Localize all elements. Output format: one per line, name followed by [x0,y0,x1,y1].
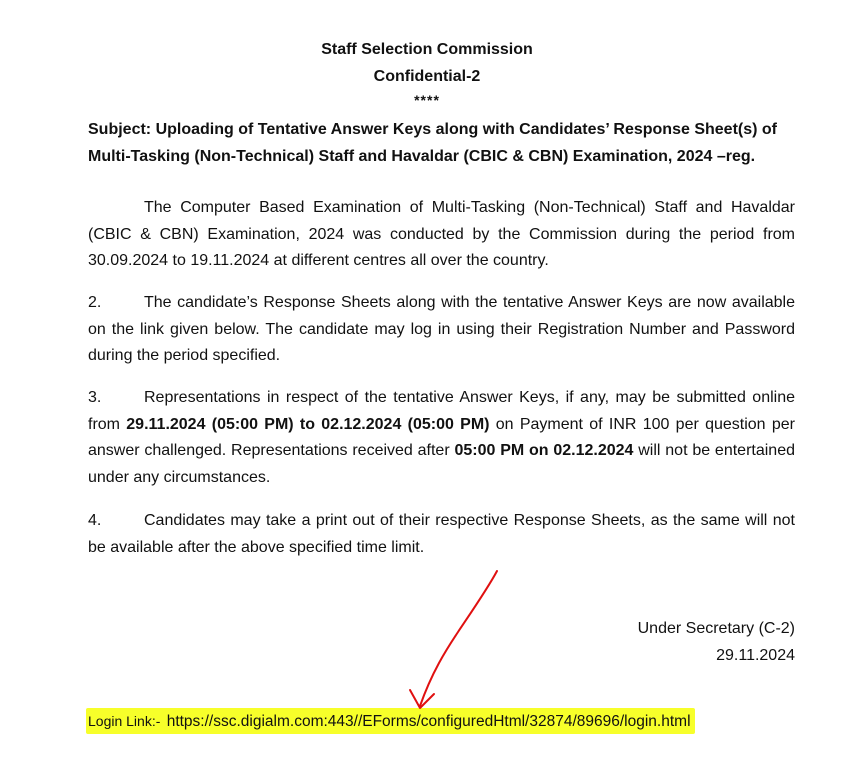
subject-line: Subject: Uploading of Tentative Answer Keys along with Candidates’ Response Sheet(s) of Multi-Tasking (Non-Technical) Staff and Havaldar (CBIC & CBN) Examination, 2024 –reg. [88,121,777,165]
signature-date: 29.11.2024 [716,647,795,664]
signatory-title: Under Secretary (C-2) [637,620,795,637]
representation-window-dates: 29.11.2024 (05:00 PM) to 02.12.2024 (05:00 PM) [126,415,490,433]
paragraph-2-number: 2. [88,294,102,311]
paragraph-1-text: The Computer Based Examination of Multi-Tasking (Non-Technical) Staff and Havaldar (CBIC & CBN) Examination, 2024 was conducted by the Commission during the period from 30.09.2024 to 19.11.2024 at different centres all over the country. [88,199,795,269]
organization-heading: Staff Selection Commission [321,41,533,58]
paragraph-4-text: Candidates may take a print out of their respective Response Sheets, as the same will not be available after the above specified time limit. [88,512,795,556]
paragraph-4-number: 4. [88,512,102,529]
paragraph-3-number: 3. [88,389,102,406]
paragraph-2 [88,290,795,370]
login-link-highlight [86,708,695,734]
paragraph-3-text-b: on Payment of INR 100 per question per answer challenged. Representations received after [88,415,795,459]
paragraph-3-text-c: will not be entertained under any circumstances. [88,442,795,486]
login-link-label: Login Link:- [88,713,161,729]
paragraph-1 [88,195,795,275]
paragraph-4 [88,508,795,561]
paragraph-3-text-a: Representations in respect of the tentative Answer Keys, if any, may be submitted online from [88,389,795,433]
login-link-url[interactable]: https://ssc.digialm.com:443//EForms/configuredHtml/32874/89696/login.html [166,713,691,730]
paragraph-2-text: The candidate’s Response Sheets along with the tentative Answer Keys are now available on the link given below. The candidate may log in using their Registration Number and Password during the period specified. [88,294,795,364]
paragraph-3 [88,385,795,491]
representation-deadline: 05:00 PM on 02.12.2024 [454,442,634,459]
classification-heading: Confidential-2 [373,68,481,85]
separator-stars: **** [414,92,440,108]
